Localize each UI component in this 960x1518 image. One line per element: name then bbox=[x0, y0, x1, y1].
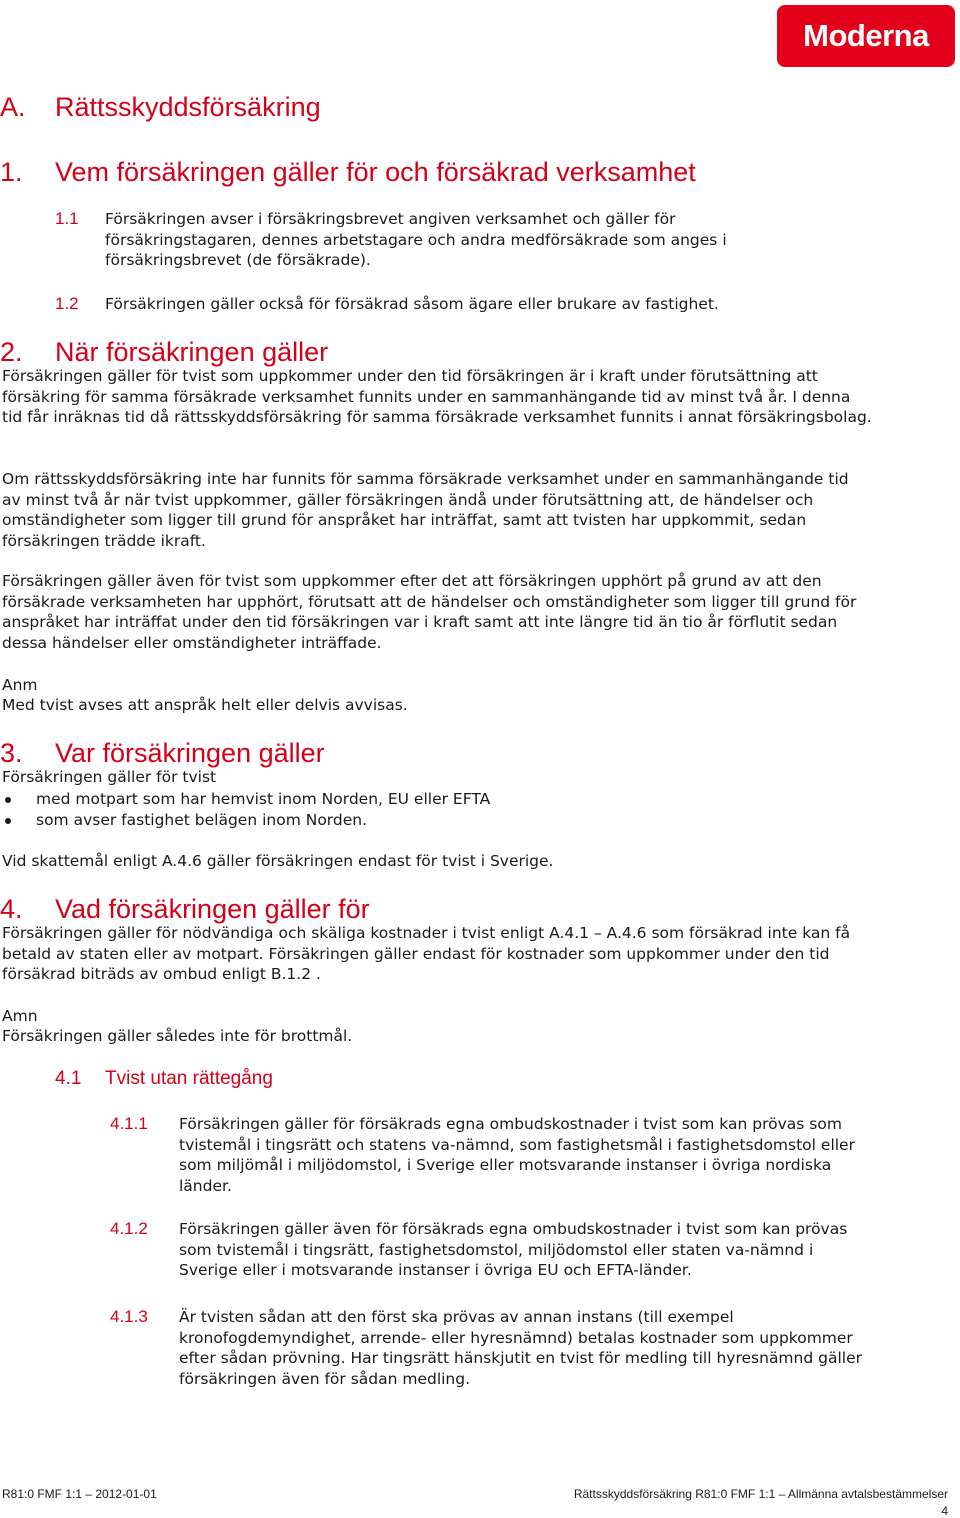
moderna-logo bbox=[777, 5, 955, 67]
section-2-number: 2. bbox=[0, 337, 23, 367]
section-2-anm-text: Med tvist avses att anspråk helt eller delvis avvisas. bbox=[2, 696, 408, 714]
section-3-number: 3. bbox=[0, 738, 23, 768]
section-2-paragraph-1: Försäkringen gäller för tvist som uppkommer under den tid försäkringen är i kraft under förutsättning att försäkring för samma försäkrade verksamhet funnits under en sammanhängande tid av minst två år. I denna tid får inräknas tid då rättsskyddsförsäkring för samma försäkrade verksamhet funnits i annat försäkringsbolag. bbox=[2, 367, 872, 427]
section-1-title: Vem försäkringen gäller för och försäkrad verksamhet bbox=[55, 157, 696, 187]
section-2-anm-label: Anm bbox=[2, 676, 38, 694]
section-3-intro: Försäkringen gäller för tvist bbox=[2, 768, 217, 786]
clause-1-1-number: 1.1 bbox=[55, 209, 79, 228]
clause-1-2-text: Försäkringen gäller också för försäkrad såsom ägare eller brukare av fastighet. bbox=[105, 295, 719, 313]
section-1-heading bbox=[0, 156, 700, 188]
section-3-note: Vid skattemål enligt A.4.6 gäller försäkringen endast för tvist i Sverige. bbox=[2, 852, 554, 870]
section-2-paragraph-3: Försäkringen gäller även för tvist som uppkommer efter det att försäkringen upphört på grund av att den försäkrade verksamheten har upphört, förutsatt att de händelser och omständigheter som ligger till grund för anspråket har inträffat under den tid försäkringen var i kraft samt att inte längre tid än tio år förflutit sedan dessa händelser eller omständigheter inträffade. bbox=[2, 572, 857, 653]
bullet-1-text: med motpart som har hemvist inom Norden, EU eller EFTA bbox=[36, 790, 491, 808]
clause-4-1-2-number: 4.1.2 bbox=[110, 1219, 148, 1238]
section-a-number: A. bbox=[0, 92, 26, 122]
section-4-anm-text: Försäkringen gäller således inte för brottmål. bbox=[2, 1027, 353, 1045]
clause-4-1-2-text: Försäkringen gäller även för försäkrads egna ombudskostnader i tvist som kan prövas som tvistemål i tingsrätt, fastighetsdomstol, miljödomstol eller staten va-nämnd i Sverige eller i motsvarande instanser i övriga EU och EFTA-länder. bbox=[179, 1220, 848, 1280]
clause-4-1-3-text: Är tvisten sådan att den först ska prövas av annan instans (till exempel kronofogdemyndighet, arrende- eller hyresnämnd) betalas kostnader som uppkommer efter sådan prövning. Har tingsrätt hänskjutit en tvist för medling till hyresnämnd gäller försäkringen även för sådan medling. bbox=[179, 1308, 862, 1389]
clause-4-1-3-number: 4.1.3 bbox=[110, 1307, 148, 1326]
section-2-title: När försäkringen gäller bbox=[55, 337, 329, 367]
clause-4-1-1-text: Försäkringen gäller för försäkrads egna ombudskostnader i tvist som kan prövas som tvistemål i tingsrätt och statens va-nämnd, som fastighetsmål i fastighetsdomstol eller som miljömål i miljödomstol, i Sverige eller motsvarande instanser i övriga nordiska länder. bbox=[179, 1115, 855, 1196]
clause-4-1-1-number: 4.1.1 bbox=[110, 1114, 148, 1133]
clause-1-2-number: 1.2 bbox=[55, 294, 79, 313]
bullet-2-text: som avser fastighet belägen inom Norden. bbox=[36, 811, 368, 829]
footer-left: R81:0 FMF 1:1 – 2012-01-01 bbox=[2, 1487, 157, 1501]
clause-1-1-text: Försäkringen avser i försäkringsbrevet angiven verksamhet och gäller för försäkringstagaren, dennes arbetstagare och andra medförsäkrade som anges i försäkringsbrevet (de försäkrade). bbox=[105, 210, 727, 270]
section-4-title: Vad försäkringen gäller för bbox=[55, 894, 370, 924]
section-a-heading bbox=[0, 91, 500, 123]
bullet-1-dot bbox=[5, 797, 11, 803]
section-4-anm-label: Amn bbox=[2, 1007, 38, 1025]
section-4-heading bbox=[0, 893, 500, 925]
subsection-4-1-number: 4.1 bbox=[55, 1068, 82, 1089]
bullet-2-dot bbox=[5, 818, 11, 824]
section-2-heading bbox=[0, 336, 500, 368]
section-2-paragraph-2: Om rättsskyddsförsäkring inte har funnits för samma försäkrade verksamhet under en sammanhängande tid av minst två år när tvist uppkommer, gäller försäkringen ändå under förutsättning att, de händelser och omständigheter som ligger till grund för anspråket har inträffat, samt att tvisten har uppkommit, sedan försäkringen trädde ikraft. bbox=[2, 470, 849, 551]
section-1-number: 1. bbox=[0, 157, 23, 187]
page-number: 4 bbox=[941, 1504, 948, 1518]
subsection-4-1-title: Tvist utan rättegång bbox=[105, 1068, 273, 1089]
section-3-title: Var försäkringen gäller bbox=[55, 738, 325, 768]
section-4-paragraph-1: Försäkringen gäller för nödvändiga och skäliga kostnader i tvist enligt A.4.1 – A.4.6 som försäkrad inte kan få betald av staten eller av motpart. Försäkringen gäller endast för kostnader som uppkommer under den tid försäkrad biträds av ombud enligt B.1.2 . bbox=[2, 924, 851, 984]
logo-text: Moderna bbox=[803, 18, 929, 53]
footer-right: Rättsskyddsförsäkring R81:0 FMF 1:1 – Allmänna avtalsbestämmelser bbox=[573, 1487, 948, 1501]
section-3-heading bbox=[0, 737, 500, 769]
section-a-title: Rättsskyddsförsäkring bbox=[55, 92, 321, 122]
section-4-number: 4. bbox=[0, 894, 23, 924]
